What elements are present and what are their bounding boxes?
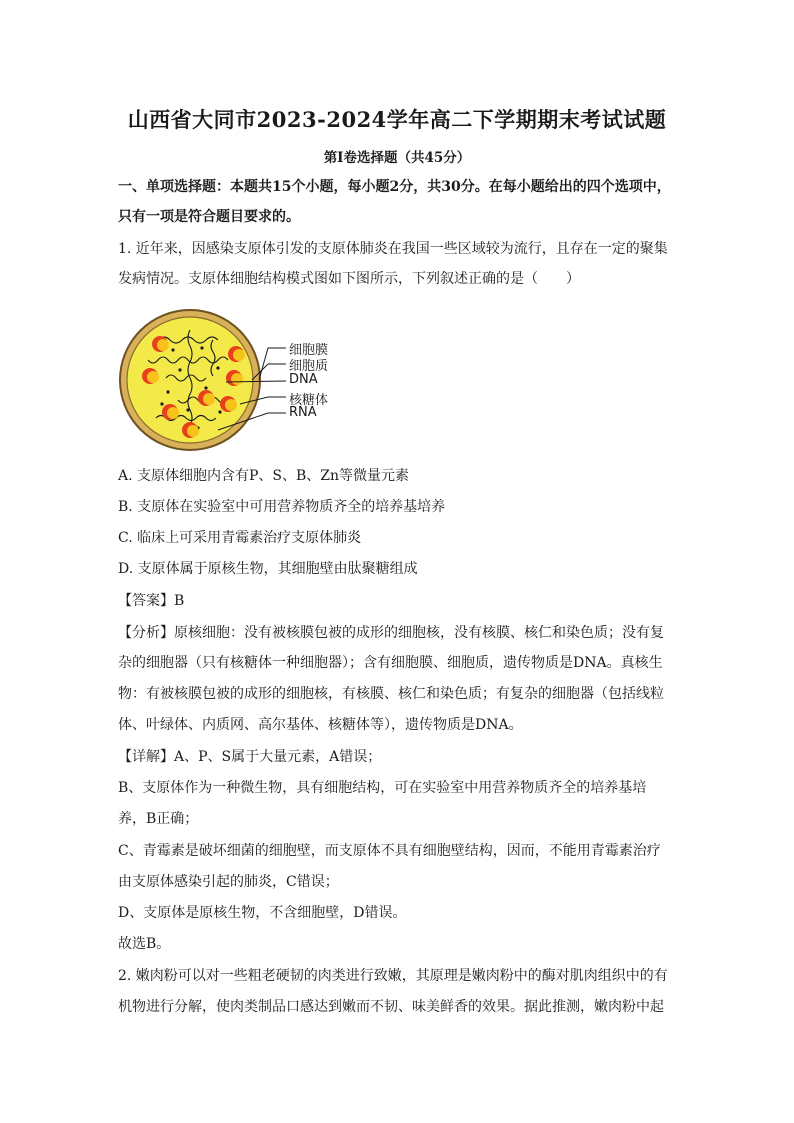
cell-diagram-svg <box>118 300 358 460</box>
q1-analysis-line-1: 【分析】原核细胞：没有被核膜包被的成形的细胞核，没有核膜、核仁和染色质；没有复 <box>118 625 664 641</box>
label-ribosome: 核糖体 <box>289 393 329 408</box>
q1-detail-line-2: B、支原体作为一种微生物，具有细胞结构，可在实验室中用营养物质齐全的培养基培 <box>118 780 647 796</box>
q1-analysis-line-4: 体、叶绿体、内质网、高尔基体、核糖体等），遗传物质是DNA。 <box>118 717 523 733</box>
q1-answer: 【答案】B <box>118 593 185 609</box>
q1-stem-line-2: 发病情况。支原体细胞结构模式图如下图所示，下列叙述正确的是（ ） <box>118 271 580 287</box>
q1-detail-line-1: 【详解】A、P、S属于大量元素，A错误； <box>118 749 382 765</box>
q1-stem-line-1: 1. 近年来，因感染支原体引发的支原体肺炎在我国一些区域较为流行，且存在一定的聚集 <box>118 241 668 257</box>
section-instruction-line-1: 一、单项选择题：本题共15个小题，每小题2分，共30分。在每小题给出的四个选项中， <box>118 179 671 195</box>
q2-stem-line-2: 机物进行分解，使肉类制品口感达到嫩而不韧、味美鲜香的效果。据此推测，嫩肉粉中起 <box>118 999 664 1015</box>
section-instruction-line-2: 只有一项是符合题目要求的。 <box>118 209 300 225</box>
label-cell-membrane: 细胞膜 <box>289 343 329 358</box>
label-rna: RNA <box>289 405 317 420</box>
q1-option-c: C. 临床上可采用青霉素治疗支原体肺炎 <box>118 530 362 546</box>
q1-analysis-line-3: 物：有被核膜包被的成形的细胞核，有核膜、核仁和染色质；有复杂的细胞器（包括线粒 <box>118 686 664 702</box>
q1-option-b: B. 支原体在实验室中可用营养物质齐全的培养基培养 <box>118 499 446 515</box>
q1-detail-line-4: C、青霉素是破坏细菌的细胞壁，而支原体不具有细胞壁结构，因而，不能用青霉素治疗 <box>118 843 661 859</box>
label-dna: DNA <box>289 372 318 387</box>
q1-detail-line-6: D、支原体是原核生物，不含细胞壁，D错误。 <box>118 905 407 921</box>
q1-detail-line-5: 由支原体感染引起的肺炎，C错误； <box>118 874 339 890</box>
document-title: 山西省大同市2023-2024学年高二下学期期末考试试题 <box>127 107 667 132</box>
q1-detail-line-3: 养，B正确； <box>118 811 199 827</box>
section-subtitle: 第Ⅰ卷选择题（共45分） <box>323 150 471 166</box>
q1-option-d: D. 支原体属于原核生物，其细胞壁由肽聚糖组成 <box>118 561 418 577</box>
mycoplasma-cell-diagram <box>118 300 358 460</box>
q1-analysis-line-2: 杂的细胞器（只有核糖体一种细胞器）；含有细胞膜、细胞质，遗传物质是DNA。真核生 <box>118 655 663 671</box>
q1-option-a: A. 支原体细胞内含有P、S、B、Zn等微量元素 <box>118 468 410 484</box>
label-cytoplasm: 细胞质 <box>289 359 329 374</box>
q1-conclusion: 故选B。 <box>118 936 171 952</box>
q2-stem-line-1: 2. 嫩肉粉可以对一些粗老硬韧的肉类进行致嫩，其原理是嫩肉粉中的酶对肌肉组织中的有 <box>118 968 668 984</box>
